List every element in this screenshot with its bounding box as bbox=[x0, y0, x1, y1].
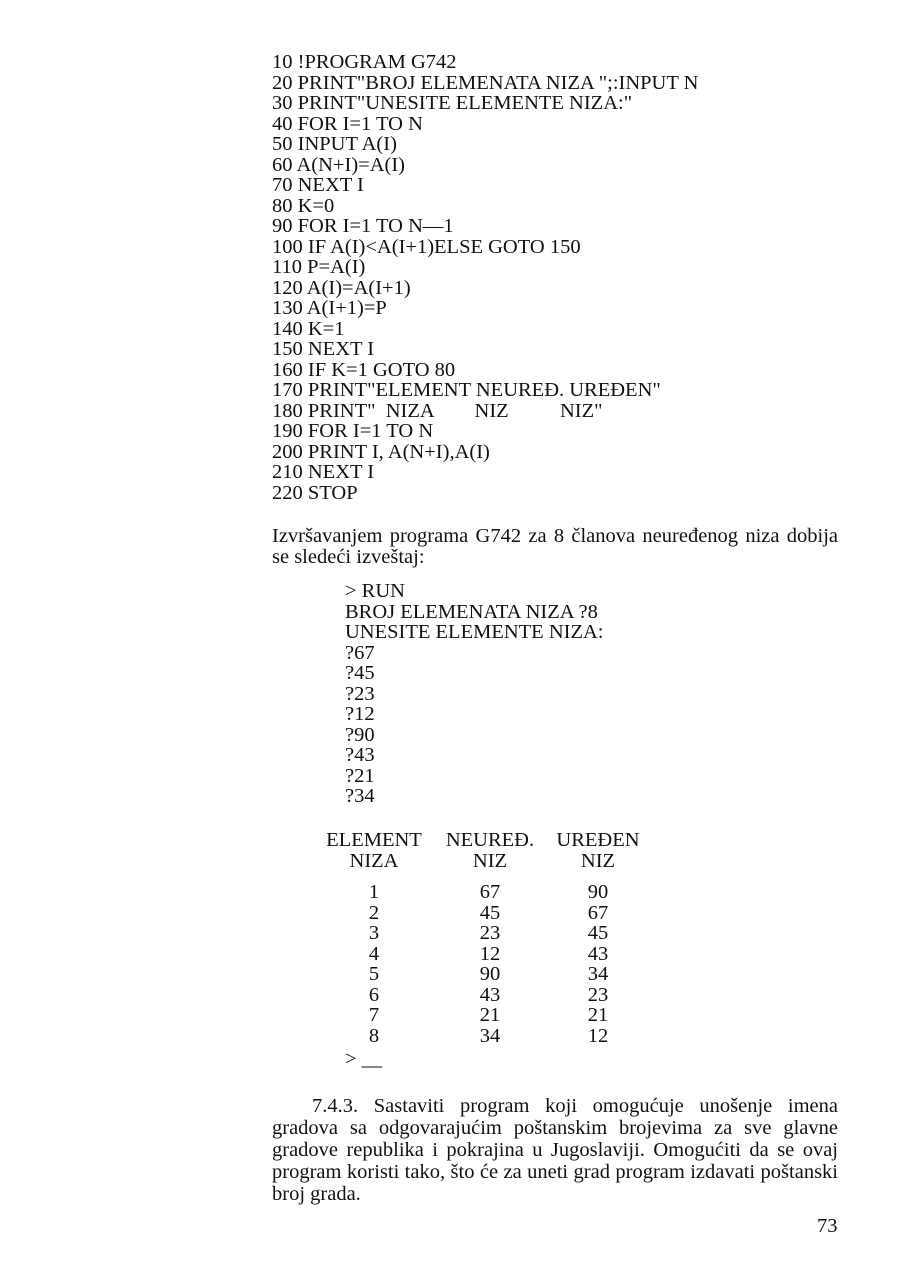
run-line: ?21 bbox=[345, 764, 375, 787]
table-cell: 34 bbox=[587, 963, 609, 985]
table-cell: 5 bbox=[368, 963, 380, 985]
table-cell: 23 bbox=[479, 922, 501, 944]
code-line: 220 STOP bbox=[272, 481, 358, 504]
run-line: ?34 bbox=[345, 785, 375, 807]
table-cell: 1 bbox=[368, 881, 380, 903]
table-row bbox=[318, 882, 646, 903]
column-header: NEUREĐ. bbox=[445, 829, 535, 851]
table-row bbox=[318, 903, 646, 924]
final-prompt: > __ bbox=[345, 1048, 383, 1070]
page-number: 73 bbox=[817, 1215, 838, 1237]
table-cell: 12 bbox=[479, 942, 501, 965]
task-paragraph: 7.4.3. Sastaviti program koji omogućuje unošenje imena gradova sa odgovarajućim poštanskim brojevima za sve glavne gradove republika i pokrajina u Jugoslaviji. Omogućiti da se ovaj program koristi tako, što će za uneti grad program izdavati poštanski broj grada. bbox=[272, 1095, 838, 1205]
code-line: 170 PRINT"ELEMENT NEUREĐ. UREĐEN" bbox=[272, 379, 661, 401]
table-header-row bbox=[318, 830, 646, 851]
code-line: 210 NEXT I bbox=[272, 461, 375, 483]
table-cell: 21 bbox=[587, 1004, 609, 1026]
column-header: NIZ bbox=[580, 849, 616, 872]
table-row bbox=[318, 985, 646, 1006]
run-line: > RUN bbox=[345, 580, 405, 602]
code-line: 30 PRINT"UNESITE ELEMENTE NIZA:" bbox=[272, 92, 633, 114]
result-table bbox=[318, 830, 646, 1046]
table-row bbox=[318, 964, 646, 985]
run-line: ?12 bbox=[345, 703, 375, 725]
table-cell: 7 bbox=[368, 1004, 380, 1026]
table-cell: 4 bbox=[368, 942, 380, 965]
table-cell: 43 bbox=[587, 942, 609, 965]
code-line: 180 PRINT" NIZA NIZ NIZ" bbox=[272, 399, 603, 422]
table-row bbox=[318, 944, 646, 965]
code-line: 50 INPUT A(I) bbox=[272, 133, 397, 155]
table-cell: 67 bbox=[587, 901, 609, 924]
code-line: 40 FOR I=1 TO N bbox=[272, 112, 423, 135]
table-cell: 6 bbox=[368, 983, 380, 1006]
column-header: NIZA bbox=[349, 849, 399, 872]
run-line: ?43 bbox=[345, 744, 375, 766]
column-header: ELEMENT bbox=[326, 829, 422, 851]
table-cell: 3 bbox=[368, 922, 380, 944]
table-cell: 23 bbox=[587, 983, 609, 1006]
table-cell: 45 bbox=[479, 901, 501, 924]
code-line: 120 A(I)=A(I+1) bbox=[272, 276, 411, 299]
run-line: ?23 bbox=[345, 682, 375, 705]
code-line: 140 K=1 bbox=[272, 317, 345, 340]
table-cell: 12 bbox=[587, 1024, 609, 1047]
run-line: ?67 bbox=[345, 641, 375, 664]
code-line: 160 IF K=1 GOTO 80 bbox=[272, 358, 456, 381]
table-cell: 90 bbox=[479, 963, 501, 985]
program-listing bbox=[272, 52, 698, 503]
code-line: 60 A(N+I)=A(I) bbox=[272, 153, 405, 176]
table-row bbox=[318, 1005, 646, 1026]
table-cell: 67 bbox=[479, 881, 501, 903]
code-line: 70 NEXT I bbox=[272, 174, 364, 196]
run-output bbox=[345, 581, 603, 807]
code-line: 80 K=0 bbox=[272, 194, 335, 217]
table-cell: 8 bbox=[368, 1024, 380, 1047]
code-line: 90 FOR I=1 TO N—1 bbox=[272, 215, 454, 237]
run-line: ?45 bbox=[345, 662, 375, 684]
run-line: BROJ ELEMENATA NIZA ?8 bbox=[345, 600, 598, 623]
run-line: ?90 bbox=[345, 723, 375, 746]
code-line: 200 PRINT I, A(N+I),A(I) bbox=[272, 440, 490, 463]
code-line: 190 FOR I=1 TO N bbox=[272, 420, 434, 442]
code-line: 130 A(I+1)=P bbox=[272, 297, 387, 319]
table-row bbox=[318, 1026, 646, 1047]
table-cell: 43 bbox=[479, 983, 501, 1006]
code-line: 150 NEXT I bbox=[272, 338, 375, 360]
column-header: UREĐEN bbox=[556, 829, 640, 851]
table-cell: 34 bbox=[479, 1024, 501, 1047]
intro-paragraph: Izvršavanjem programa G742 za 8 članova neuređenog niza dobija se sledeći izveštaj: bbox=[272, 525, 838, 568]
table-cell: 90 bbox=[587, 881, 609, 903]
table-row bbox=[318, 923, 646, 944]
table-cell: 2 bbox=[368, 901, 380, 924]
column-header: NIZ bbox=[472, 849, 508, 872]
code-line: 110 P=A(I) bbox=[272, 256, 366, 278]
code-line: 100 IF A(I)<A(I+1)ELSE GOTO 150 bbox=[272, 235, 581, 258]
table-cell: 45 bbox=[587, 922, 609, 944]
run-line: UNESITE ELEMENTE NIZA: bbox=[345, 621, 604, 643]
code-line: 10 !PROGRAM G742 bbox=[272, 51, 457, 73]
code-line: 20 PRINT"BROJ ELEMENATA NIZA ";:INPUT N bbox=[272, 71, 699, 94]
table-header-row bbox=[318, 851, 646, 872]
table-cell: 21 bbox=[479, 1004, 501, 1026]
